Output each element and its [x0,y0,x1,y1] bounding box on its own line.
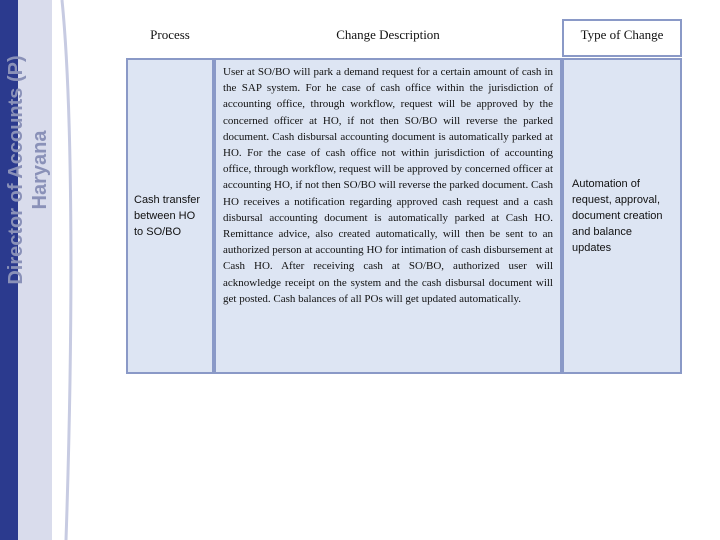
sidebar-title [4,40,64,300]
header-change-description-label: Change Description [336,27,440,42]
change-description-value: User at SO/BO will park a demand request for a certain amount of cash in the SAP system. For he case of cash office within the jurisdiction of accounting office, through workflow, request will be approved by the concerned officer at HO, if not then SO/BO will reverse the parked document. Cash disbursal accounting document is automatically parked at HO. For the case of cash office not within jurisdiction of accounting office, through workflow, request will be approved by concerned officer at accounting HO, if not then SO/BO will reverse the parked document. Cash HO receives a notification regarding approved cash request and a cash disbursal accounting document is automatically parked at Cash HO. Remittance advice, also created automatically, will then be sent to an authorized person at accounting HO for intimation of cash disbursement at Cash HO. After receiving cash at SO/BO, authorized user will acknowledge receipt on the system and the cash disbursal document will get posted. Cash balances of all POs will get updated automatically. [223,66,553,305]
sidebar-title-line2: Haryana [29,130,51,210]
type-of-change-value: Automation of request, approval, document creation and balance updates [572,178,663,254]
header-type-of-change-label: Type of Change [580,27,664,42]
sidebar-title-line1: Director of Accounts (P) [5,55,27,285]
header-change-description [214,19,562,57]
header-process-label: Process [150,27,190,42]
header-type-of-change [562,19,682,57]
cell-type-of-change [562,58,682,374]
cell-process [126,58,214,374]
cell-change-description [214,58,562,374]
process-value: Cash transfer between HO to SO/BO [134,194,201,238]
header-process [126,19,214,57]
